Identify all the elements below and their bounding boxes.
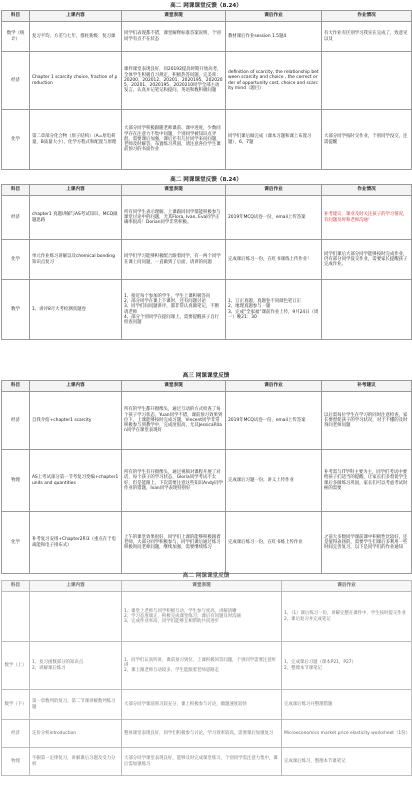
- header-cell: 科目: [2, 185, 30, 196]
- subject-cell: 数学: [2, 280, 30, 340]
- performance-cell: 所有同学生表示理解，上课跟同同学都能积极参与课堂讨论中的问题，尤其Flora, Ivan, Eva同学正确率很高！Dorian同学非常积极。: [122, 196, 226, 240]
- subject-cell: 经济: [2, 720, 30, 748]
- table-row: [2, 642, 412, 690]
- table-row: [2, 110, 412, 170]
- homework-cell: 1、（1）课后练习一份，讲解完整在课件中，学生按时提交作业 2、课后复习并完成笔记: [282, 592, 412, 642]
- subject-cell: 化学: [2, 240, 30, 280]
- section-3: [0, 372, 412, 574]
- status-cell: 大部分同学按时交作业，个别同学没交，还需提醒: [322, 110, 412, 170]
- performance-cell: 课件课堂表现良好，同20192提高时期开始高考，全体学生积极自习规定，积极热答问题，完美率：20200、202012、20201、2020195、2020205，20201、2020195、2020210同学全部主动发言，认真并记笔记和提问，英语和数积极问题: [122, 52, 226, 110]
- header-cell: 上课内容: [30, 381, 122, 392]
- subject-cell: 数学（统计）: [2, 22, 30, 52]
- performance-cell: 同学们表现都不错，课堂解释标准答案说明，个别同学有点不在状态: [122, 22, 226, 52]
- content-cell: 第一章数列的复习，第二节课讲解数列练习题: [30, 690, 122, 720]
- content-cell: 第二章部分化合物（原子结构）（A=原电荷量，B质量大小），化学方程式和配置与原理: [30, 110, 122, 170]
- status-cell: 有大作业有区别学习我实在完成了，致意见以及: [322, 22, 412, 52]
- performance-cell: 1、同学们认真听讲，课前预习到位，上课积极回答问题，个别同学需要注意听讲 2、课上跟老师互动较多，学生能跟着老师思路走: [122, 642, 282, 690]
- table-row: [2, 748, 412, 776]
- content-cell: 单元作业练习讲解以及chemical bonding知识点复习: [30, 240, 122, 280]
- header-cell: 课堂表现: [122, 381, 226, 392]
- homework-cell: 1、完成课后习题（课本P21，P27） 2、整理本节课笔记: [282, 642, 412, 690]
- performance-cell: 大部分同学课前预习较充分，课上积极参与讨论，做题速度较快: [122, 690, 282, 720]
- content-cell: [30, 592, 122, 642]
- table-row: [2, 690, 412, 720]
- subject-cell: 数学（上）: [2, 642, 30, 690]
- subject-cell: 经济: [2, 196, 30, 240]
- performance-cell: 所有的学生有开摄像头，通过视频对课程开展了对话，每个孩子的学习状态，Gloria同学考试不太好，但是能跟上，下次需要注意这些知识Andy同学作业的错题，Ivan同学表现特别好: [122, 450, 226, 512]
- table-header-row: [2, 11, 412, 22]
- header-cell: 课后作业: [226, 381, 322, 392]
- advice-cell: 之前大多数同学课前课中积极性比较好，还是值得表扬的，需要学生们课后多利用一些时间完善复习，以下是同学们的作业通知: [322, 512, 412, 574]
- subject-cell: 经济: [2, 52, 30, 110]
- homework-cell: Microeconomics market price elasticity worksheet（1份）: [282, 720, 412, 748]
- status-cell: [322, 52, 412, 110]
- table-row: [2, 592, 412, 642]
- performance-cell: 整体课堂表现良好，同学们积极参与讨论，学习效率较高，需要课后加强复习: [122, 720, 282, 748]
- homework-cell: 完成课后练习，整理本节课笔记: [282, 748, 412, 776]
- section-4-table: [1, 580, 412, 776]
- homework-cell: 同学们课后做完成（课本习题和课上布置习题），6、7题: [226, 110, 322, 170]
- performance-cell: 同学们学习能够积极配合跟着同学，有一两个同学在课上问问题，一直做到了后面，请讲的问题: [122, 240, 226, 280]
- content-cell: 补考复习安排+Chapter2和3（重点在于电离能和电子排布式）: [30, 512, 122, 574]
- status-cell: 补考建议：课业及时关注孩子的学习情况，有问题及时和老师沟通！: [322, 196, 412, 240]
- content-cell: 自我介绍+chapter1 scarcity: [30, 392, 122, 450]
- subject-cell: 化学: [2, 110, 30, 170]
- homework-cell: 2019年MCQ试卷一份，email上传答案: [226, 392, 322, 450]
- table-row: [2, 512, 412, 574]
- content-cell: chapter1 真题讲解与AS考试知识、MCQ做题思路: [30, 196, 122, 240]
- homework-cell: definition of scarcity, the relationship between scarcity and choice , the correct order of opportunity cost, choice and scarcity mind（题目）: [226, 52, 322, 110]
- header-cell: 课堂表现: [122, 185, 226, 196]
- section-4: [0, 572, 412, 776]
- homework-cell: 教材课后作业session 1.5题4: [226, 22, 322, 52]
- advice-cell: 以后需每位学生在学习的同时注意检查，家长要督促孩子的学习状况，对于不懂的及时询问老师问题: [322, 392, 412, 450]
- subject-cell: 数学（下）: [2, 690, 30, 720]
- content-cell: Chapter 1 scarcity choice, fraction of production: [30, 52, 122, 110]
- header-cell: 科目: [2, 581, 30, 592]
- content-cell: AS上考试部分第一节考复习变编+chapter1 units and quantities: [30, 450, 122, 512]
- table-row: [2, 392, 412, 450]
- table-header-row: [2, 581, 412, 592]
- header-cell: 补考建议: [322, 381, 412, 392]
- content-cell: 1、讲评8月大考检测真题卷: [30, 280, 122, 340]
- section-2: [0, 176, 412, 340]
- section-1: [0, 2, 412, 170]
- homework-cell: 完成课后练习一份，在红书练上传作业: [226, 512, 322, 574]
- performance-cell: 1、课堂上老师与同学积极互动，学生参与度高，讲解清晰 2、学习态度端正，积极完成课堂练习，课后有问题及时沟通 3、完成作业率高，同学们能够互相帮助共同进步: [122, 592, 282, 642]
- header-cell: 课后作业: [226, 185, 322, 196]
- header-cell: 课堂表现: [122, 11, 226, 22]
- header-cell: 上课内容: [30, 185, 122, 196]
- table-row: [2, 240, 412, 280]
- table-row: [2, 22, 412, 52]
- table-row: [2, 196, 412, 240]
- header-cell: 作业情况: [322, 11, 412, 22]
- section-2-table: [1, 184, 412, 340]
- status-cell: 同学们课后大部分同学能够按时完成作业，仍有部分同学没交作业，需要家长提醒孩子完成作业。: [322, 240, 412, 280]
- advice-cell: 补考需与IT学科主要为主，同学们考试中要给孩子们适当的提醒，让家长们多督促学生课后多做练习巩固，家长们可以考虑考试时候的需要: [322, 450, 412, 512]
- table-header-row: [2, 381, 412, 392]
- table-header-row: [2, 185, 412, 196]
- subject-cell: 物理: [2, 450, 30, 512]
- homework-cell: 2019年MCQ试卷一份，email上传答案: [226, 196, 322, 240]
- section-3-table: [1, 380, 412, 574]
- content-cell: 复习平均、方差与七年、群柱新级：复习课: [30, 22, 122, 52]
- section-2-title: 高二 网课课堂反馈（8.24）: [170, 177, 242, 183]
- homework-cell: 完成课后习题一份，讲义上传作业: [226, 450, 322, 512]
- subject-cell: 经济: [2, 392, 30, 450]
- homework-cell: 完成课后练习一份，在红书课练上传作业！: [226, 240, 322, 280]
- header-cell: 课后作业: [226, 11, 322, 22]
- header-cell: 作业情况: [322, 185, 412, 196]
- section-4-title: 高二 网课课堂反馈: [182, 573, 230, 579]
- table-row: [2, 720, 412, 748]
- status-cell: [322, 280, 412, 340]
- table-row: [2, 52, 412, 110]
- homework-cell: 1、订正真题，真题卷不同颜色笔订正 2、地理真题参与一题 3、完成“全家福”课前作业上传，9月24日（周一）晚21：30: [226, 280, 322, 340]
- content-cell: 牛顿第一定律复习，讲解课后习题及受力分析: [30, 748, 122, 776]
- header-cell: 科目: [2, 11, 30, 22]
- performance-cell: 1、接近每个参加的学生、学生上课积极答问 2、部分同学在课上下课时，还有问题讨论 3、同学们间问题讲评，都非常认真做笔记，不断请老师 4、部分个别同学在提问课上，需要提醒孩子自行检查问题: [122, 280, 226, 340]
- header-cell: 上课内容: [30, 11, 122, 22]
- subject-cell: 化学: [2, 512, 30, 574]
- table-row: [2, 280, 412, 340]
- content-cell: 定价分析introduction: [30, 720, 122, 748]
- section-3-title: 高三 网课课堂反馈: [182, 373, 230, 379]
- header-cell: 科目: [2, 381, 30, 392]
- homework-cell: 完成课后练习并整理错题: [282, 690, 412, 720]
- header-cell: 课堂表现: [122, 581, 282, 592]
- section-1-title: 高二 网课课堂反馈（8.24）: [170, 3, 242, 9]
- subject-cell: [2, 592, 30, 642]
- table-row: [2, 450, 412, 512]
- performance-cell: 大部分同学课堂表现良好，能够及时完成课堂练习，个别同学需注意力集中，课后需加强练习: [122, 748, 282, 776]
- section-1-table: [1, 10, 412, 170]
- subject-cell: 物理: [2, 748, 30, 776]
- performance-cell: 所有的学生都开摄像头，通过互动的方式检查了每个孩子学习状态，Yuan同学不错，课前预习效果到位下，上课能够按时完成习题，Vincent同学非常积极参与到教学中，完成度很高，尤其Jessica和Ian同学在课堂表现好: [122, 392, 226, 450]
- performance-cell: 大部分同学积极跟随老师课前、课中进度，少数同学存在注意力不集中问题，个别同学被知识点弄混，需要课后加强，课后还有几位同学来问问题，老师及时解答，布置练习巩固，请注意各位学生课前预习的书面作业: [122, 110, 226, 170]
- performance-cell: 上午的课堂效果很好，同学们上课的能够积极跟着老师，大部分同学积极参与，同学们课后通过练习积极询问老师问题，继续加强，需要继续练习: [122, 512, 226, 574]
- content-cell: 1、复习函数部分的知识点 2、讲解课后练习: [30, 642, 122, 690]
- header-cell: 上课内容: [30, 581, 122, 592]
- header-cell: 课后作业: [282, 581, 412, 592]
